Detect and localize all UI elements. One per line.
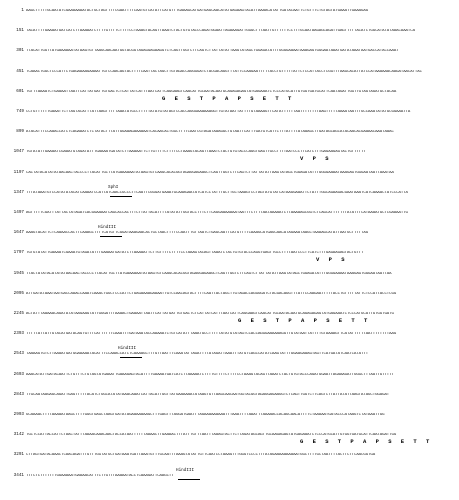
amino-acid-translation: G E S T P A P S E T T: [162, 94, 295, 102]
sequence-line: [0, 67, 459, 78]
nucleotide-sequence: AGTTTTTCGATTTATTACTATAGATCACGGAAAATCAGCACCACTTTCTTATTACATTTTATATATTGGTACCTTTCTTCAGGAAAAAAATAATTTCTTTTAATAAAAATCTTAAAAAGCGGTCTCAGCATTTTTTTATATTTCATAAAATGCTCGAAAATTG: [26, 211, 408, 215]
nucleotide-sequence: TTTATAAATGTCCATATATACATCAAAATCCATTATCAACCGCCCTTCAATTCGGGATGAAATGCAAAGAATATCATCCTATTTGCTTGCTAAAGTCCTAGTATGTATCATAAGGAAATTCTATTTGGCAGAAGACGAATAAATCATCAAAACTATCCCATTA: [26, 190, 408, 195]
nucleotide-sequence: ATTGATATAAATAATGACCAAACCAAATCAAACTGGCTCCCATTCTGAGAAAAGAAAATTGTCCAACAGTACTTTTCAATTACTAGCTTGTAGACCAGGGGATCTACGACAGGTTTATTCCAAGAATTTTTACCTGTTTTTATTCTCCATTACCTCGG: [26, 291, 397, 296]
line-number: 151: [16, 28, 24, 34]
restriction-site-label: HindIII: [98, 225, 117, 231]
nucleotide-sequence: AAACATATTGATACAATTCTGTTTCTGTAGTATGAAATTGAAAGAGTACATTTTGAAAATGATCATCTTAAAAATCTTTTGTTTTCTTTTCCTAAAGTACAGTTAAATCTACTGTGTACCCAGATGGAATTAGAAAGATTGGGCTTTAATTGTTTTT: [26, 372, 394, 377]
amino-acid-translation: V P S: [300, 155, 332, 163]
line-number: 1945: [13, 270, 24, 276]
line-number: 2693: [13, 371, 24, 377]
sequence-line: [0, 390, 459, 401]
line-number: 2843: [13, 391, 24, 397]
sequence-line: [0, 26, 459, 37]
restriction-site-underline: [100, 236, 122, 237]
line-number: 301: [16, 48, 24, 54]
line-number: 1047: [13, 149, 24, 155]
line-number: 451: [16, 68, 24, 74]
nucleotide-sequence: CCTGTTTTTTGAAATTCTTAGTACATTTATTAAGTTTTTAAATATGCCTTTTTATATGTATAGTCCACCAGGGAAAAAAGGTTGTATAATTATTTTGTAAAAGTTCATATTTTTTAATTTTTTTTAAGTTTTTAAAATAATTTGCCAAATATATGCGGAAATTA: [26, 110, 411, 114]
sequence-line: [0, 168, 459, 179]
nucleotide-sequence: TACATTTTGAAAATGATCATCTTAAAAATCTTTTGTTTTCTTTTCCTAAAGTACAGTTAAATCTACTGTGTACCCAGATGGAATTAGAAAGATTGGGCTTTAATTGTTTTTTCCTTTGCAATAAGAGCAGATTGAGTTTTTACATCTGGCATATATAAACAAATCA: [26, 29, 415, 34]
nucleotide-sequence: TTTCTCTTTTTTTGGAAAAATGAAAACATTTCTTGTTTAAAAATACCTCAAAGATTCAAGCTT: [26, 473, 174, 478]
nucleotide-sequence: TTTTTATTATTGTACATGATACAGTGTTTCATTTTTTCAAATTTGATAAATACCAAAAATCTGTCATATTTAAATGCCTTTTTATATGTATAGTCCACCAGGGAAAAAAGGTTGTATAATTATTTTGTAAAAGTTCATATTTTTTAATTTTTTTTAAG: [26, 332, 397, 337]
nucleotide-sequence: CACTATACATATATAACAACTACCCCTTACATTGCTTATGAAAAAATATAAGTGTCAAGCACACGGTAGAGGAGAAGCTCAGTTGGTCTTCAGTCTTATTATATTAAGTATAGCTGGAGATATTTGGGGAAAATAAAGAGTGGGAATAATTAAATAA: [26, 170, 394, 175]
nucleotide-sequence: GCAAAACTTTTAAAAATAAGCTTTTGGGTGAGCTAAGTGATATAGAAAAAAAGCTTTGAGTTTAGGATGAATTTAGAAAAAAAAATTTAAATTTTAAATTTAAAAACCACAGCAACATTTTCTAAAAATGATACCCATAAGTCTATAAATTGG: [26, 413, 385, 417]
sequence-line: [0, 346, 459, 360]
sequence-line: [0, 329, 459, 340]
sequence-line: [0, 289, 459, 300]
line-number: 899: [16, 129, 24, 135]
nucleotide-sequence: TGCTCCATTACCATTCTAACTATTTAAAACAAACAACTACCATAATTTTTTAAAACTTGAAAACTTTATTTGTTTAATTTAAAGTACTTCTTAGATAGCAGTTGCAAGAGAGTATGAGAAATCTCCCATGCATTGTGGTGATGCATTCAATAGATTGG: [26, 433, 397, 438]
sequence-line: [0, 370, 459, 381]
line-number: 1797: [13, 250, 24, 256]
line-number: 1647: [13, 230, 24, 236]
line-number: 1347: [13, 189, 24, 195]
sequence-line: [0, 248, 459, 264]
sequence-line: [0, 225, 459, 239]
line-number: 2245: [13, 311, 24, 316]
line-number: 1197: [13, 169, 24, 175]
nucleotide-sequence: TTACATTGGTTATGAAAAAATATAAGTGTTAAGCAACAATGGTACGGTAGAGGAGAAGGTCTCAGTTGGTCTTCAGTCTTATTATATTAAGTATAGCTGGAGATATTTGGGGAAAATAAAGAGTGGGAATAAATGATATAAATAATGACCATACCAAAT: [26, 49, 399, 54]
nucleotide-sequence: AAGCTTTTTGCAATATCGAAAAAAATACTGCTAGTTTTCGAATTTTCAATGTCATATTCATGTTTGAAAGCATGATGAGCAACATATGAGAAGTACATTAAAACATATTGATACAATTCTGTTTCTGTAGTATGAAATTGAAAGAG: [26, 9, 369, 13]
sequence-line: [0, 410, 459, 421]
line-number: 1497: [13, 210, 24, 215]
sequence-line: [0, 107, 459, 118]
sequence-line: [0, 430, 459, 446]
sequence-line: [0, 127, 459, 138]
sequence-line: [0, 309, 459, 324]
nucleotide-sequence: TGTATATTGAAAATCGAAATGTAGATATTTGAAAATGATATCTTAAAAATTCTTGTTTTCTTTTCCTAAAGTACAGTTAAATCTACTGTGTACCCAGGTGAGTTGCCTTTTAATCCCTTCATCTTTGAGAAGAGTACTGTTTTTT: [26, 150, 366, 155]
line-number: 749: [16, 109, 24, 114]
sequence-line: [0, 450, 459, 461]
amino-acid-translation: G E S T P A P S E T T: [238, 317, 371, 324]
nucleotide-sequence: TGTTTAAAATCTGAAAATTAATTCATTATGATTGTGACTCTCATTATCATTTAATCATTCAGGAAGTCAACATTGCAATACAATGCAGAGAGAGTATGAGAAATCTCCCATGCATTGTGGTGATGCATTCAATAGATTGGTTGTAGTAGATGCTACAA: [26, 89, 397, 94]
nucleotide-sequence: ATACATTTCCAAACCATCTCAGAAATCTCTATACTTTATTGGAAAGAAAAAATCACAACACTGGCTTTTCAATCGTAGATAAAGGCTGTAATTCATTTGATGTCATTCTTTATTTTATAAAGCTTGATAGCAGCATACAACACGAAAACAAATAAAC: [26, 130, 394, 135]
line-number: 2095: [13, 290, 24, 296]
restriction-site-underline: [120, 357, 142, 358]
nucleotide-sequence: AAAGTACATTCTCAAAACCACTTCAAAGCTTTTCATGTTCGGATAAAGAACACTGCTAACTTTTCCAATTTGTTAATCTGAGCAATTCATGTTTTCAAAGCATGAGCAACATAGAAATAAGCTAAAAGCATATTAATGCTTTTTAG: [26, 231, 369, 236]
sequence-line: [0, 87, 459, 102]
sequence-line: [0, 269, 459, 280]
line-number: 2543: [13, 351, 24, 357]
restriction-site-underline: [178, 479, 200, 480]
amino-acid-translation: G E S T P A P S E T T: [300, 438, 433, 446]
restriction-site-label: SphI: [108, 184, 119, 190]
sequence-line: [0, 208, 459, 219]
nucleotide-sequence: TTACTATATACATATATAACAACTACCCCTTACATTGCTTATGAAAAAATATAAGTGTCAAGCACACGGTAGAGGAGAAGCTCAGTTGGTCTTCAGTCTTATTATATTAAGTATAGCTGGAGATATTTGGGGAAAATAAAGAGTGGGAATAATTAA: [26, 271, 392, 276]
nucleotide-sequence: TTGCAATAAGAGCAGATTGAGTTTTTACATCTGGCATATATAAACAAATCATTACATTGGTTATGAAAAAATATAAGTGTTAAGCAACAATGGTACGGTAGAGGAGAAGGTCTCAGTTGGTCTTCAGTCTTATTATATTAAGTATAGCTGGAGAT: [26, 392, 390, 397]
nucleotide-sequence: ACTATTTAAAAACAGATATATAAGAAGTATTGGGATTTAAAACTGAAAATTAATTCATTATGATTGTGACTCTCATTATCATTTAATCATTCAGGAAGTCAACATTGCAATACAATGCAGAGAGAGTATGAGAAATCTCCCATGCATTGTGGTGATG: [26, 312, 394, 316]
nucleotide-sequence: TCAAACTGGCTCCCATTCTGAGAAAAGAAAATTGTCCAACAGTACTTTTCAATTACTAGCTTGTAGACCAGGGGATCTACGACAGGTTTATTCCAAGAATTTTTACCTGTTTTTATTCTCCATTACCTCGGTTTAAGCACATTATCCATAAAAAACAAGATAACATTAC: [26, 69, 422, 74]
sequence-line: [0, 467, 459, 482]
sequence-line: [0, 147, 459, 163]
sequence-line: [0, 184, 459, 199]
line-number: 2993: [13, 412, 24, 417]
amino-acid-translation: V P S: [316, 256, 348, 264]
line-number: 3291: [13, 452, 24, 458]
nucleotide-sequence: CTTAGTGATACAAACTCAACAGATTTGTTTGGTATGCTGATAAATGATTAAATGTTTGCAATTTAAAGTATATTGTTCAATCCTAAAGTTTGGGTCCCCTTTATAGAAAAAAAAAATGGCTTTTGCTAATTTTACTTCTTCAACGGTGA: [26, 453, 376, 458]
sequence-line: [0, 46, 459, 57]
restriction-site-label: HindIII: [118, 346, 137, 352]
restriction-site-label: HindIII: [176, 467, 195, 473]
restriction-site-underline: [110, 196, 132, 197]
nucleotide-sequence: TGTGTATATTGAAAATCGAAATGTAGATATTTGAAAATGATATCTTAAAAATTCTTGTTTTCTTTTCCTAAAGTACAGTTAAATCTACTGTGTACCCAGGTGAGTTGCCTTTTAATCCCTTCATCTTTGAGAAGAGTACTGTTT: [26, 251, 364, 256]
line-number: 1: [21, 8, 24, 13]
line-number: 2393: [13, 331, 24, 337]
line-number: 601: [16, 88, 24, 94]
nucleotide-sequence: TAAAAGTGTCTTAAAATGATGGAAAAATACATTTCCAAACCATCTCAAAAGCTTTGTTAATTTCAAATATTAGATTTTATAGATTAAATTTATGTCAGCCATATCAAGTATTTGGAAGAAAGTAGTTCATGATATCAATCATATTT: [26, 352, 369, 357]
sequence-line: [0, 6, 459, 17]
line-number: 3142: [13, 432, 24, 438]
line-number: 3441: [13, 472, 24, 478]
